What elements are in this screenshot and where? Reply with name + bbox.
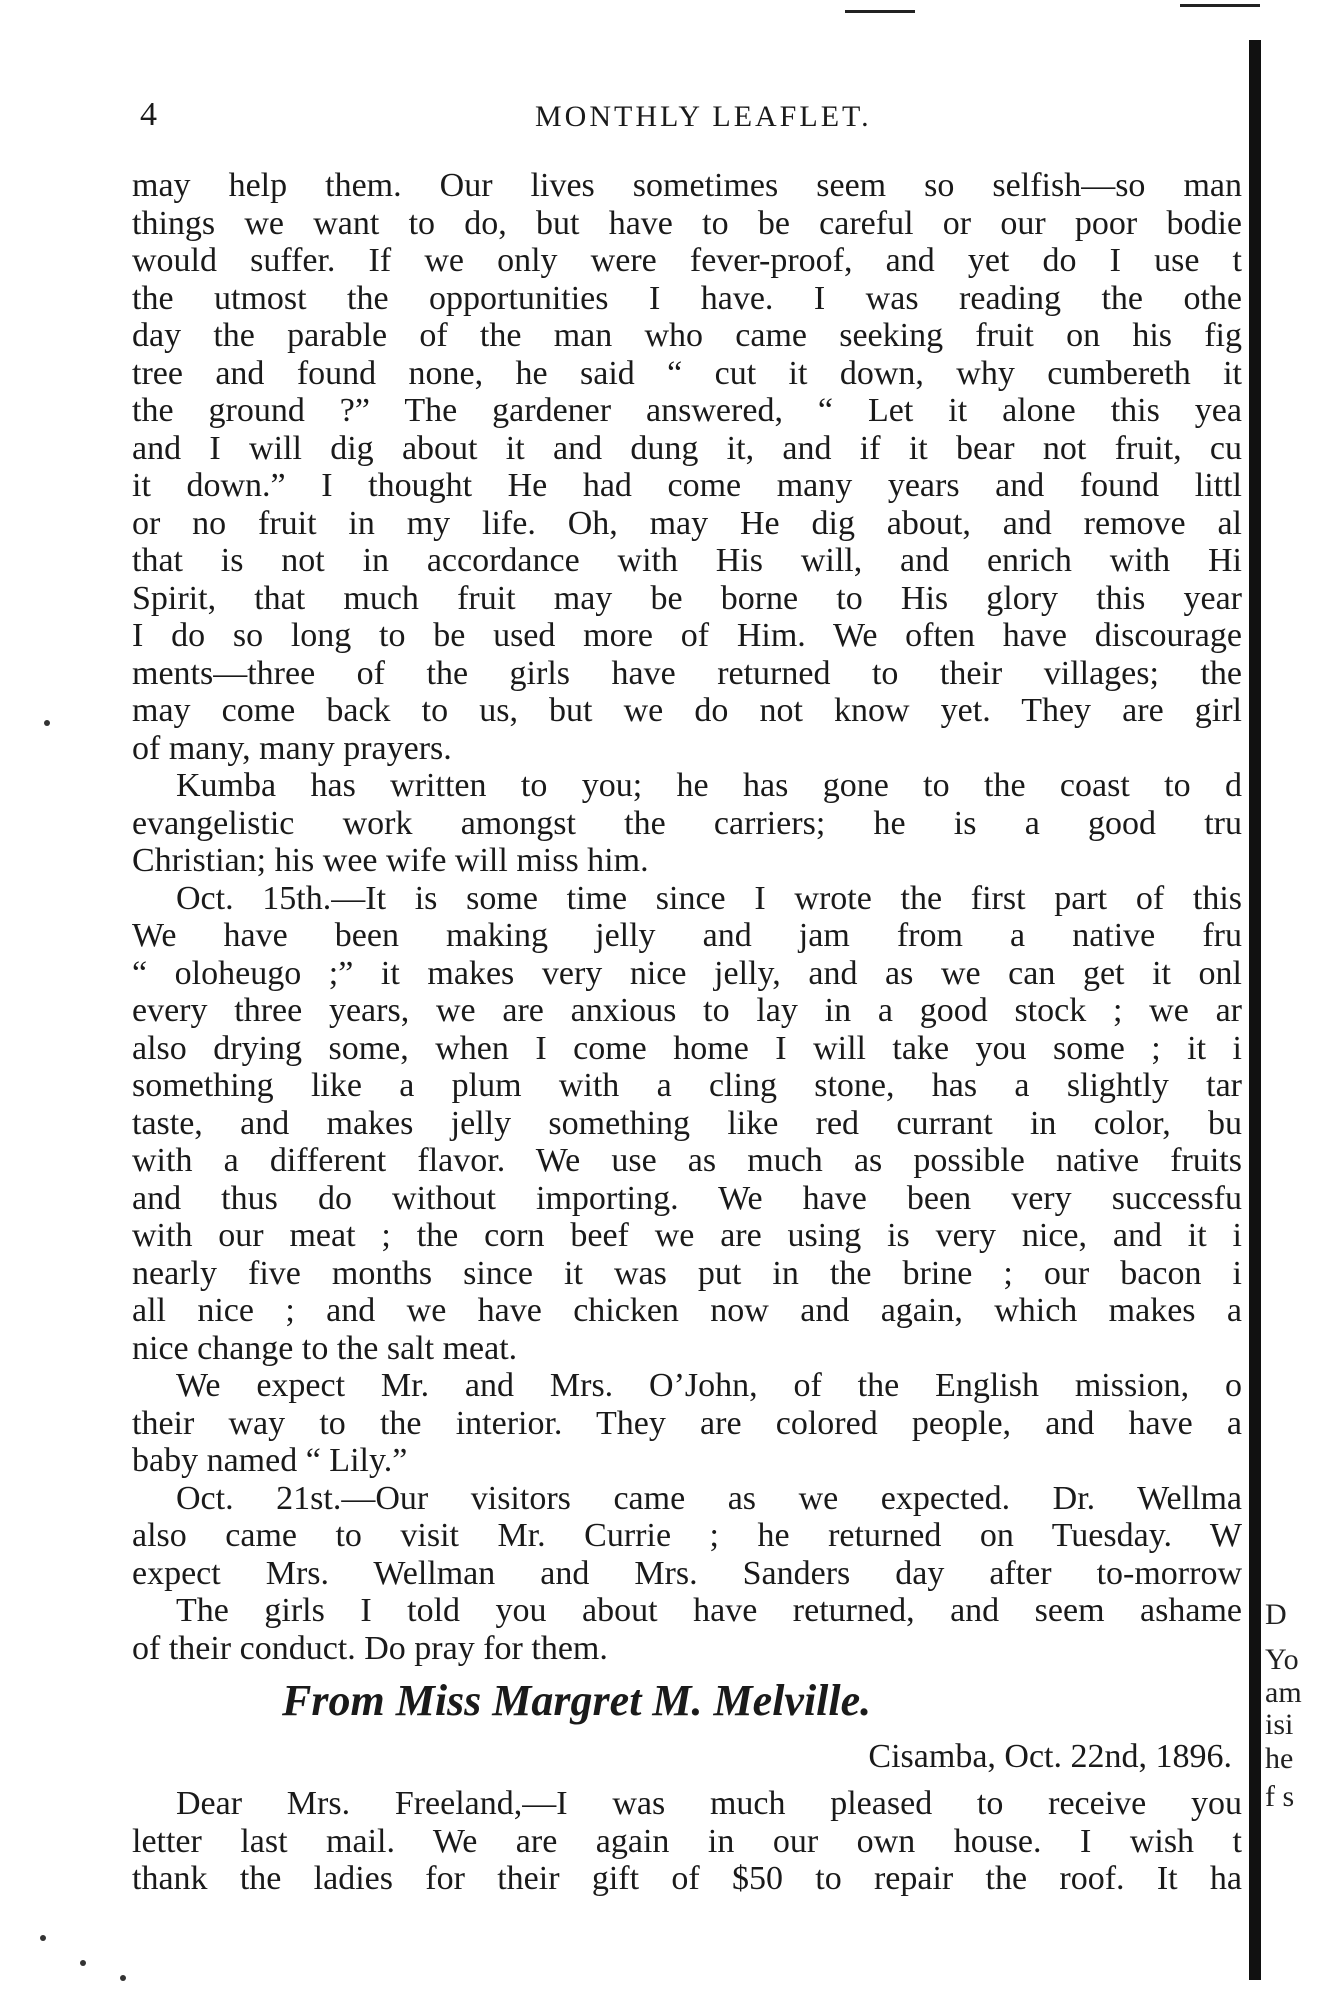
top-edge-mark [1180, 4, 1260, 7]
body-line: Spirit, that much fruit may be borne to His glory this year [132, 579, 1242, 617]
body-line: of their conduct. Do pray for them. [132, 1629, 608, 1667]
body-line: baby named “ Lily.” [132, 1442, 408, 1479]
body-line: may come back to us, but we do not know yet. They are girl [132, 692, 1242, 729]
margin-fragment: D [1265, 1598, 1287, 1631]
binding-shadow [1249, 40, 1261, 1980]
facing-page-edge [1249, 40, 1323, 1980]
letter-line: Dear Mrs. Freeland,—I was much pleased to receive you [176, 1785, 1242, 1822]
body-line: their way to the interior. They are colored people, and have a [132, 1404, 1242, 1442]
running-title: MONTHLY LEAFLET. [535, 100, 872, 133]
body-line: I do so long to be used more of Him. We often have discourage [132, 617, 1242, 654]
body-line: and thus do without importing. We have been very successfu [132, 1179, 1242, 1217]
body-line: Kumba has written to you; he has gone to the coast to d [176, 767, 1242, 804]
ink-speck [120, 1975, 126, 1981]
body-line: evangelistic work amongst the carriers; he is a good tru [132, 804, 1242, 842]
body-line: would suffer. If we only were fever-proof, and yet do I use t [132, 242, 1242, 279]
margin-fragment: am [1265, 1676, 1302, 1709]
body-line: the ground ?” The gardener answered, “ Let it alone this yea [132, 392, 1242, 429]
letter-dateline: Cisamba, Oct. 22nd, 1896. [868, 1738, 1232, 1775]
body-line: something like a plum with a cling stone, has a slightly tar [132, 1067, 1242, 1104]
body-line: all nice ; and we have chicken now and again, which makes a [132, 1292, 1242, 1329]
page-number: 4 [140, 96, 157, 133]
body-line: also drying some, when I come home I will take you some ; it i [132, 1029, 1242, 1067]
body-line: that is not in accordance with His will, and enrich with Hi [132, 542, 1242, 579]
body-line: We have been making jelly and jam from a native fru [132, 917, 1242, 954]
body-line: We expect Mr. and Mrs. O’John, of the English mission, o [176, 1367, 1242, 1404]
margin-fragment: isi [1265, 1708, 1294, 1741]
body-line: and I will dig about it and dung it, and if it bear not fruit, cu [132, 429, 1242, 467]
body-line: day the parable of the man who came seeking fruit on his fig [132, 317, 1242, 354]
body-line: the utmost the opportunities I have. I was reading the othe [132, 279, 1242, 317]
body-line: with our meat ; the corn beef we are using is very nice, and it i [132, 1217, 1242, 1254]
body-line: ments—three of the girls have returned to their villages; the [132, 654, 1242, 692]
margin-fragment: Yo [1265, 1643, 1299, 1676]
margin-fragment: f s [1265, 1780, 1295, 1813]
ink-speck [80, 1960, 86, 1966]
body-line: every three years, we are anxious to lay in a good stock ; we ar [132, 992, 1242, 1029]
body-line: also came to visit Mr. Currie ; he returned on Tuesday. W [132, 1517, 1242, 1554]
body-line: it down.” I thought He had come many years and found littl [132, 467, 1242, 504]
letter-line: letter last mail. We are again in our own house. I wish t [132, 1822, 1242, 1860]
body-line: may help them. Our lives sometimes seem so selfish—so man [132, 167, 1242, 204]
body-line: Christian; his wee wife will miss him. [132, 842, 649, 879]
ink-speck [40, 1935, 46, 1941]
body-line: Oct. 15th.—It is some time since I wrote the first part of this [176, 879, 1242, 917]
body-line: with a different flavor. We use as much as possible native fruits [132, 1142, 1242, 1179]
body-line: tree and found none, he said “ cut it down, why cumbereth it [132, 354, 1242, 392]
body-line: nice change to the salt meat. [132, 1329, 518, 1367]
page-header [140, 96, 1240, 136]
body-line: expect Mrs. Wellman and Mrs. Sanders day after to-morrow [132, 1554, 1242, 1592]
body-line: taste, and makes jelly something like red currant in color, bu [132, 1104, 1242, 1142]
body-line: The girls I told you about have returned, and seem ashame [176, 1592, 1242, 1629]
body-line: “ oloheugo ;” it makes very nice jelly, and as we can get it onl [132, 954, 1242, 992]
body-line: nearly five months since it was put in the brine ; our bacon i [132, 1254, 1242, 1292]
letter-heading: From Miss Margret M. Melville. [282, 1676, 872, 1725]
ink-speck [44, 720, 50, 726]
body-line: things we want to do, but have to be careful or our poor bodie [132, 204, 1242, 242]
top-printer-mark [845, 10, 915, 13]
letter-line: thank the ladies for their gift of $50 to repair the roof. It ha [132, 1860, 1242, 1897]
body-line: of many, many prayers. [132, 729, 452, 767]
text-column [132, 167, 1242, 1927]
body-line: Oct. 21st.—Our visitors came as we expected. Dr. Wellma [176, 1479, 1242, 1517]
margin-fragment: he [1265, 1742, 1294, 1775]
body-line: or no fruit in my life. Oh, may He dig about, and remove al [132, 504, 1242, 542]
